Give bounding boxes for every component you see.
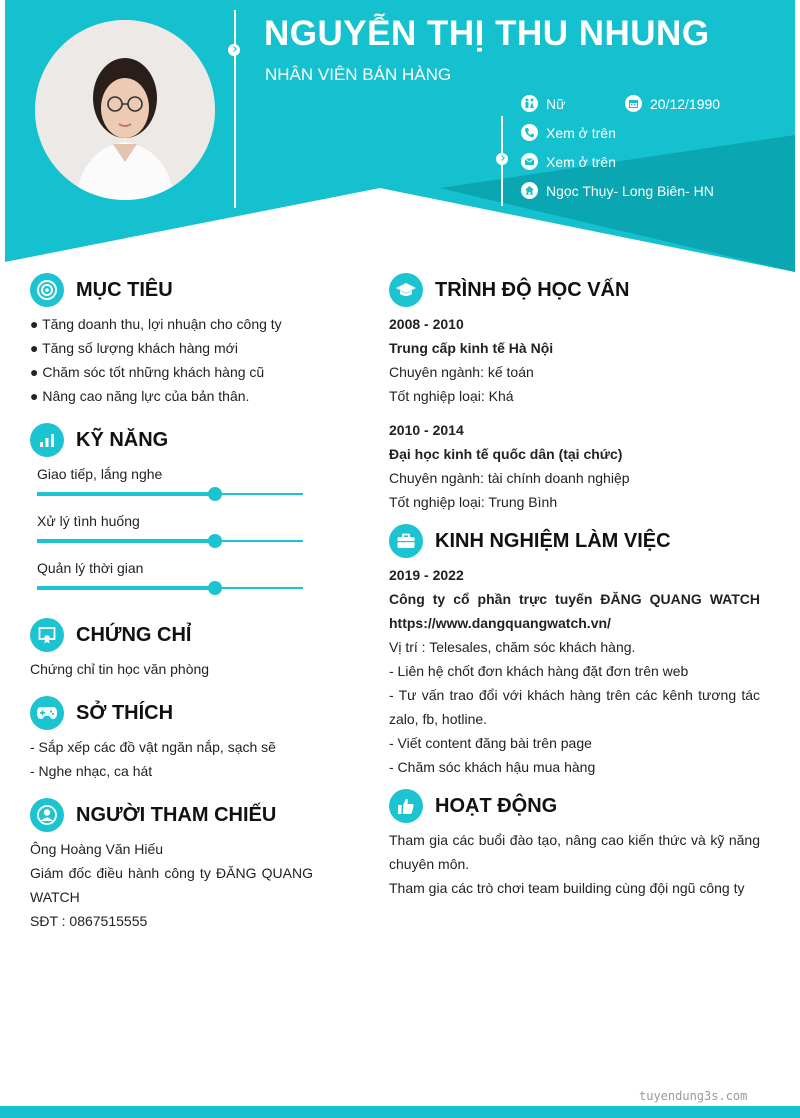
education-major: Chuyên ngành: kế toán [389,364,534,380]
objective-heading: MỤC TIÊU [30,273,173,307]
references-heading: NGƯỜI THAM CHIẾU [30,798,276,832]
education-grade: Tốt nghiệp loại: Khá [389,388,514,404]
education-period: 2008 - 2010 [389,316,464,332]
education-major: Chuyên ngành: tài chính doanh nghiệp [389,470,630,486]
gender-icon [521,95,538,112]
graduation-cap-icon [389,273,423,307]
hobbies-heading: SỞ THÍCH [30,696,173,730]
home-icon [521,182,538,199]
experience-task: - Chăm sóc khách hậu mua hàng [389,759,596,775]
skill-bar [37,587,303,589]
briefcase-icon [389,524,423,558]
avatar [35,20,215,200]
experience-task: - Tư vấn trao đổi với khách hàng trên các kênh tương tác [389,687,760,703]
education-period: 2010 - 2014 [389,422,464,438]
watermark: tuyendung3s.com [639,1089,748,1103]
experience-period: 2019 - 2022 [389,567,464,583]
email-value: Xem ở trên [546,153,616,170]
user-icon [30,798,64,832]
education-school: Đại học kinh tế quốc dân (tại chức) [389,446,623,462]
header-divider [234,10,236,208]
skill-bar-fill [37,539,215,543]
reference-phone: SĐT : 0867515555 [30,913,148,929]
experience-task: - Liên hệ chốt đơn khách hàng đặt đơn trên web [389,663,689,679]
experience-heading: KINH NGHIỆM LÀM VIỆC [389,524,671,558]
experience-website: https://www.dangquangwatch.vn/ [389,615,611,631]
education-grade: Tốt nghiệp loại: Trung Bình [389,494,558,510]
phone-value: Xem ở trên [546,124,616,141]
birthday-row [625,95,720,112]
gender-value: Nữ [546,95,566,112]
certificate-item: Chứng chỉ tin học văn phòng [30,661,210,677]
certificate-icon [30,618,64,652]
skill-bar-fill [37,586,215,590]
skill-bar [37,540,303,542]
skill-label: Xử lý tình huống [37,513,140,529]
calendar-icon [625,95,642,112]
activity-text: Tham gia các buổi đào tạo, nâng cao kiến thức và kỹ năng [389,832,760,848]
phone-row [521,124,616,141]
address-row [521,182,714,199]
activities-heading: HOẠT ĐỘNG [389,789,557,823]
skill-label: Quản lý thời gian [37,560,144,576]
contact-divider-bullet [496,153,508,165]
footer-bar [0,1106,800,1118]
activity-text-cont: chuyên môn. [389,856,470,872]
education-school: Trung cấp kinh tế Hà Nội [389,340,554,356]
objective-item: ● Nâng cao năng lực của bản thân. [30,388,250,404]
activity-text: Tham gia các trò chơi team building cùng đội ngũ công ty [389,880,745,896]
objective-item: ● Tăng doanh thu, lợi nhuận cho công ty [30,316,282,332]
skill-bar-fill [37,492,215,496]
hobby-item: - Nghe nhạc, ca hát [30,763,153,779]
gamepad-icon [30,696,64,730]
experience-task: - Viết content đăng bài trên page [389,735,592,751]
skills-heading: KỸ NĂNG [30,423,168,457]
thumbs-up-icon [389,789,423,823]
divider-bullet [228,44,240,56]
reference-position-cont: WATCH [30,889,80,905]
gender-row [521,95,565,112]
birthday-value: 20/12/1990 [650,95,721,112]
mail-icon [521,153,538,170]
reference-name: Ông Hoàng Văn Hiếu [30,841,164,857]
job-title: NHÂN VIÊN BÁN HÀNG [265,65,452,84]
hobby-item: - Sắp xếp các đồ vật ngăn nắp, sạch sẽ [30,739,276,755]
phone-icon [521,124,538,141]
skill-label: Giao tiếp, lắng nghe [37,466,163,482]
objective-item: ● Chăm sóc tốt những khách hàng cũ [30,364,265,380]
bar-chart-icon [30,423,64,457]
experience-position: Vị trí : Telesales, chăm sóc khách hàng. [389,639,636,655]
reference-position: Giám đốc điều hành công ty ĐĂNG QUANG [30,865,313,881]
experience-task: zalo, fb, hotline. [389,711,488,727]
skill-level-knob [208,581,222,595]
objective-item: ● Tăng số lượng khách hàng mới [30,340,238,356]
target-icon [30,273,64,307]
skill-bar [37,493,303,495]
address-value: Ngọc Thụy- Long Biên- HN [546,182,714,199]
education-heading: TRÌNH ĐỘ HỌC VẤN [389,273,629,307]
email-row [521,153,616,170]
skill-level-knob [208,534,222,548]
candidate-name: NGUYỄN THỊ THU NHUNG [264,14,710,53]
experience-company: Công ty cổ phần trực tuyến ĐĂNG QUANG WATCH [389,591,760,607]
skill-level-knob [208,487,222,501]
certificates-heading: CHỨNG CHỈ [30,618,191,652]
